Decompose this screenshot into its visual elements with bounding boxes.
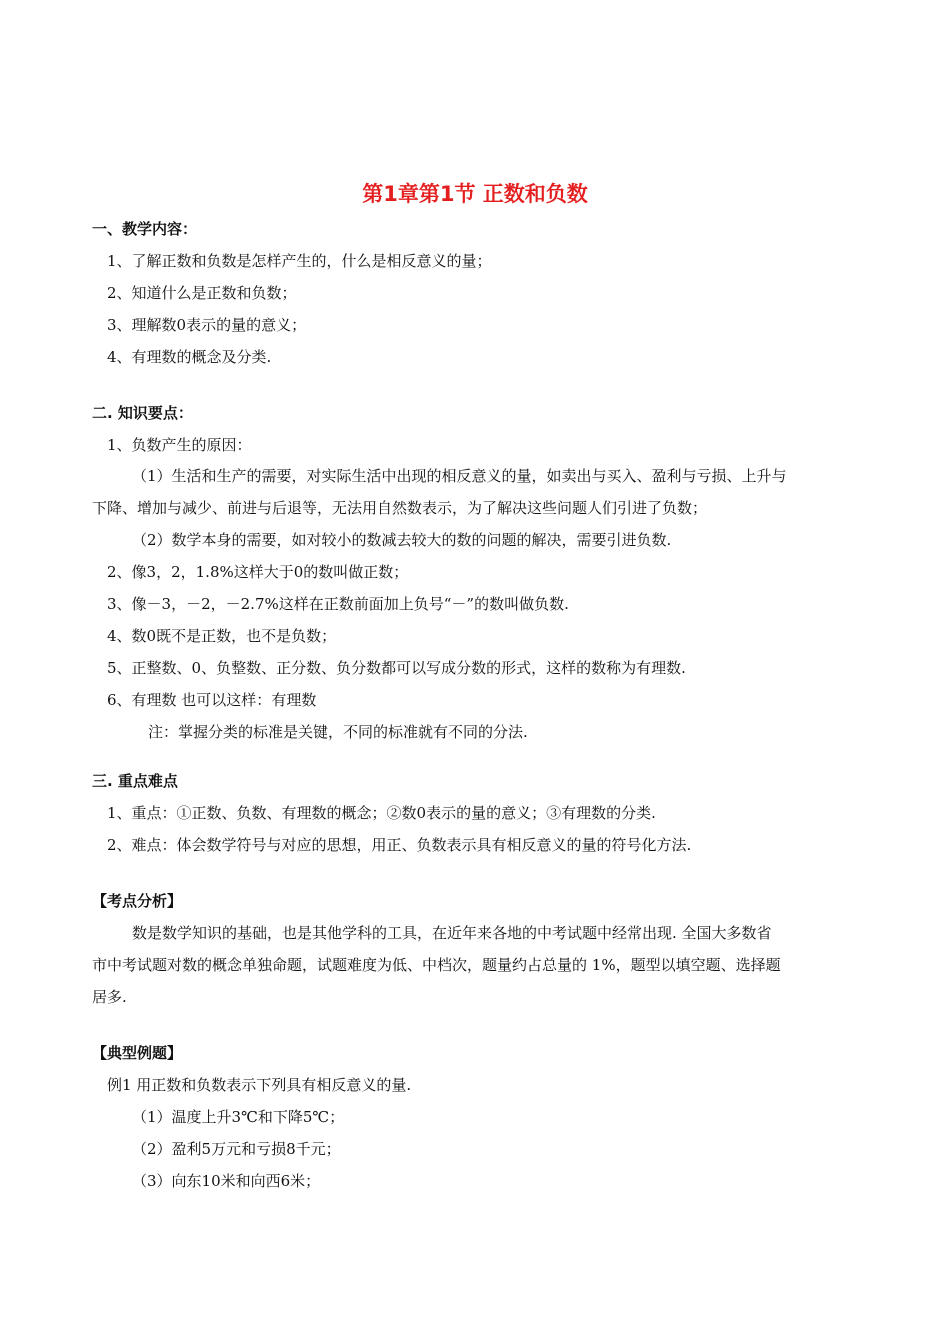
paragraph-line: 下降、增加与减少、前进与后退等，无法用自然数表示，为了解决这些问题人们引进了负数； [92, 499, 708, 517]
paragraph-line: （2）数学本身的需要，如对较小的数减去较大的数的问题的解决，需要引进负数. [132, 531, 672, 549]
list-item: 3、理解数0表示的量的意义； [107, 316, 307, 334]
list-item: （1）温度上升3℃和下降5℃； [132, 1108, 345, 1126]
paragraph-line: 2、难点：体会数学符号与对应的思想，用正、负数表示具有相反意义的量的符号化方法. [107, 836, 692, 854]
list-item: 1、了解正数和负数是怎样产生的，什么是相反意义的量； [107, 252, 492, 270]
paragraph-line: （1）生活和生产的需要，对实际生活中出现的相反意义的量，如卖出与买入、盈利与亏损、上升与 [132, 467, 787, 485]
paragraph-line: 5、正整数、0、负整数、正分数、负分数都可以写成分数的形式，这样的数称为有理数. [107, 659, 686, 677]
paragraph-line: 数是数学知识的基础，也是其他学科的工具，在近年来各地的中考试题中经常出现. 全国大多数省 [132, 924, 772, 942]
section-heading-key-points: 二. 知识要点： [92, 404, 193, 422]
page-title: 第1章第1节 正数和负数 [362, 182, 588, 206]
list-item: （2）盈利5万元和亏损8千元； [132, 1140, 341, 1158]
list-item: 4、有理数的概念及分类. [107, 348, 272, 366]
paragraph-line: 1、负数产生的原因： [107, 436, 252, 454]
list-item: 2、知道什么是正数和负数； [107, 284, 297, 302]
section-heading-teaching-content: 一、教学内容： [92, 220, 198, 238]
paragraph-line: 居多. [92, 988, 127, 1006]
note-line: 注：掌握分类的标准是关键，不同的标准就有不同的分法. [148, 723, 528, 741]
section-heading-exam-analysis: 【考点分析】 [92, 892, 183, 910]
paragraph-line: 3、像－3，－2，－2.7%这样在正数前面加上负号“－”的数叫做负数. [107, 595, 569, 613]
paragraph-line: 1、重点：①正数、负数、有理数的概念；②数0表示的量的意义；③有理数的分类. [107, 804, 656, 822]
section-heading-examples: 【典型例题】 [92, 1044, 183, 1062]
section-heading-focus: 三. 重点难点 [92, 772, 178, 790]
paragraph-line: 6、有理数 也可以这样：有理数 [107, 691, 317, 709]
list-item: （3）向东10米和向西6米； [132, 1172, 321, 1190]
paragraph-line: 4、数0既不是正数，也不是负数； [107, 627, 337, 645]
paragraph-line: 市中考试题对数的概念单独命题，试题难度为低、中档次，题量约占总量的 1%，题型以填空题、选择题 [92, 956, 781, 974]
example-title: 例1 用正数和负数表示下列具有相反意义的量. [107, 1076, 412, 1094]
paragraph-line: 2、像3，2，1.8%这样大于0的数叫做正数； [107, 563, 409, 581]
